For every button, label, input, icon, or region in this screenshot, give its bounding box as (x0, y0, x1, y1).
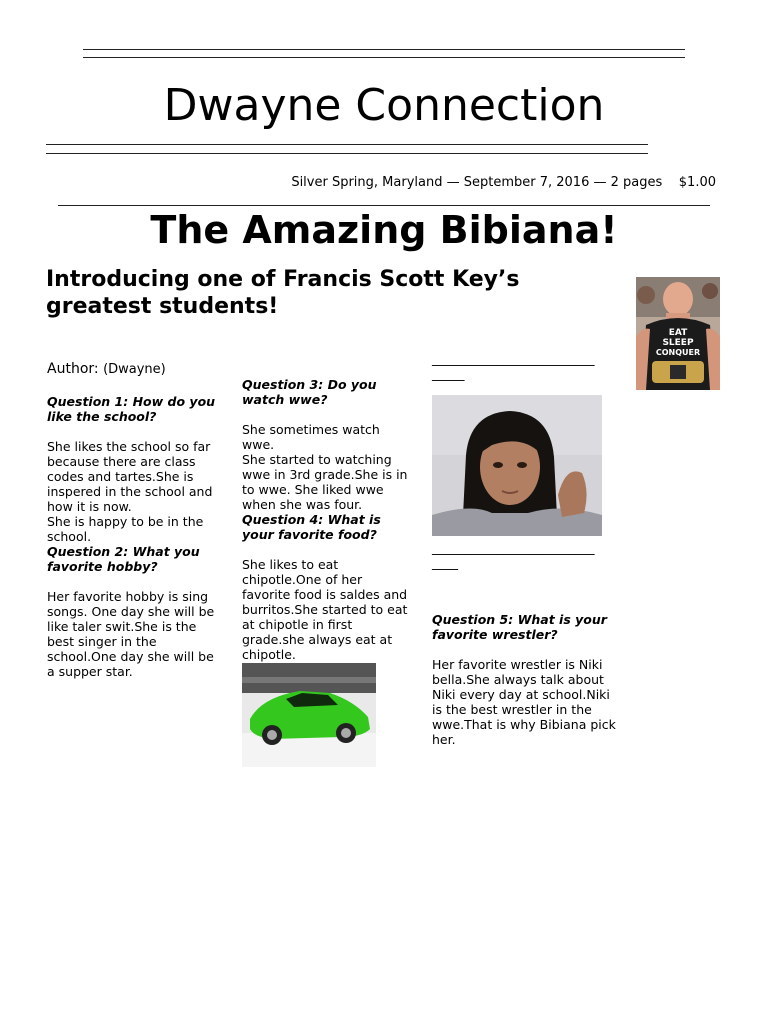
masthead-rule-top-2 (83, 57, 685, 58)
masthead-rule-bottom-2 (46, 153, 648, 154)
answer-5-para-1: Her favorite wrestler is Niki bella.She always talk about Niki every day at school.Niki is the best wrestler in the wwe.That is why Bibiana pick her. (432, 657, 616, 747)
answer-4-para-1: She likes to eat chipotle.One of her favorite food is saldes and burritos.She started to eat at chipotle in first grade.she always eat at chipotle. (242, 557, 408, 662)
caption-underline-bottom-a: _________________________ (432, 541, 595, 556)
column-3 (432, 612, 618, 747)
caption-underline-bottom-b: ____ (432, 556, 458, 571)
caption-underline-top-b: _____ (432, 367, 465, 382)
answer-1-para-2: She is happy to be in the school. (47, 514, 204, 544)
masthead-rule-bottom-1 (46, 144, 648, 145)
question-1: Question 1: How do you like the school? (47, 394, 216, 424)
caption-underline-top-a: _________________________ (432, 352, 595, 367)
question-5: Question 5: What is your favorite wrestler? (432, 612, 607, 642)
answer-3-para-1: She sometimes watch wwe. (242, 422, 380, 452)
masthead-title: Dwayne Connection (163, 80, 605, 131)
article-headline: The Amazing Bibiana! (150, 208, 618, 252)
column-2 (242, 377, 412, 662)
answer-2-para-1: Her favorite hobby is sing songs. One day she will be like taler swit.She is the best singer in the school.One day she will be a supper star. (47, 589, 215, 679)
shirt-text-2: SLEEP (662, 338, 694, 348)
shirt-text-3: CONQUER (655, 348, 701, 357)
answer-3-para-2: She started to watching wwe in 3rd grade.She is in to wwe. She liked wwe when she was four. (242, 452, 408, 512)
masthead-rule-top-1 (83, 49, 685, 50)
author-value: (Dwayne) (103, 362, 166, 377)
question-4: Question 4: What is your favorite food? (242, 512, 381, 542)
author-label: Author: (47, 361, 99, 377)
student-photo (432, 395, 602, 536)
answer-1-para-1: She likes the school so far because there are class codes and tartes.She is inspered in the school and how it is now. (47, 439, 213, 514)
column-1 (47, 394, 223, 679)
wrestler-photo (636, 277, 720, 390)
article-subhead: Introducing one of Francis Scott Key’s greatest students! (46, 267, 520, 319)
dateline: Silver Spring, Maryland — September 7, 2016 — 2 pages $1.00 (291, 175, 716, 190)
green-car-photo (242, 663, 376, 767)
question-2: Question 2: What you favorite hobby? (47, 544, 200, 574)
shirt-text-1: EAT (668, 328, 688, 338)
author-line (47, 360, 166, 379)
question-3: Question 3: Do you watch wwe? (242, 377, 377, 407)
